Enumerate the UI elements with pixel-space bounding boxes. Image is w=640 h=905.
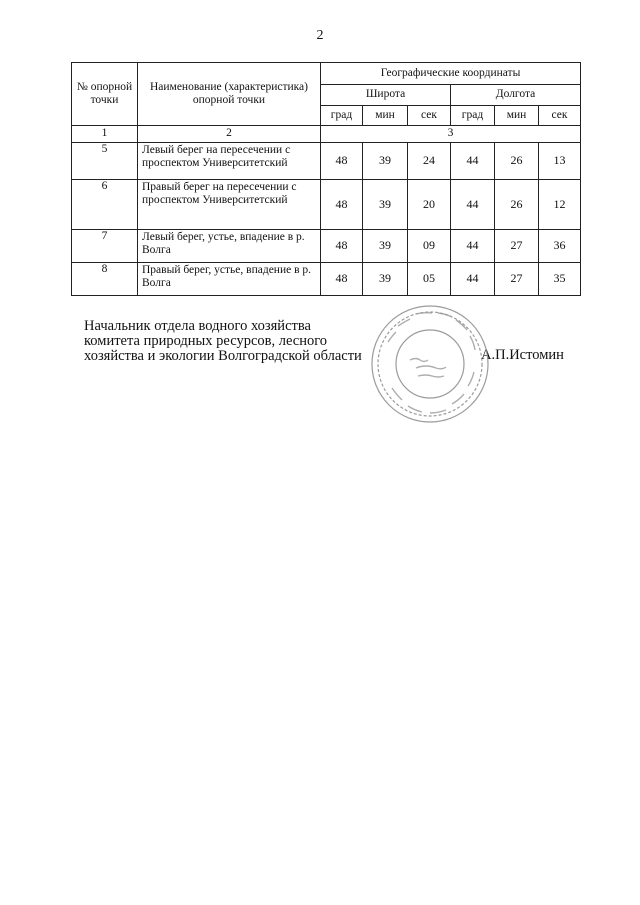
lat-min: 39	[363, 230, 408, 263]
signer-position-line: хозяйства и экологии Волгоградской области	[84, 348, 362, 365]
header-unit: мин	[495, 106, 539, 126]
table-row	[72, 180, 581, 230]
lon-sec: 36	[539, 230, 581, 263]
signer-position-line: комитета природных ресурсов, лесного	[84, 333, 328, 350]
page-number: 2	[316, 28, 324, 43]
table-row	[72, 230, 581, 263]
lat-sec: 20	[408, 180, 451, 230]
lon-min: 27	[495, 263, 539, 296]
column-number: 2	[138, 126, 321, 143]
header-unit: град	[321, 106, 363, 126]
header-point-number: № опорной точки	[72, 63, 138, 126]
signer-position-line: Начальник отдела водного хозяйства	[84, 318, 311, 334]
lon-min: 26	[495, 143, 539, 180]
coordinates-table	[71, 62, 581, 296]
lat-deg: 48	[321, 263, 363, 296]
header-point-name: Наименование (характеристика) опорной точки	[138, 63, 321, 126]
column-number: 3	[321, 126, 581, 143]
signer-name: А.П.Истомин	[481, 347, 564, 363]
lat-min: 39	[363, 180, 408, 230]
lon-deg: 44	[451, 143, 495, 180]
point-name: Левый берег, устье, впадение в р. Волга	[138, 230, 321, 263]
lat-min: 39	[363, 263, 408, 296]
lat-deg: 48	[321, 180, 363, 230]
header-latitude: Широта	[321, 85, 451, 106]
header-unit: град	[451, 106, 495, 126]
lon-deg: 44	[451, 263, 495, 296]
lon-deg: 44	[451, 180, 495, 230]
point-number: 8	[72, 263, 138, 296]
lon-deg: 44	[451, 230, 495, 263]
lon-min: 26	[495, 180, 539, 230]
official-seal-stamp	[368, 302, 492, 426]
lon-sec: 35	[539, 263, 581, 296]
table-row	[72, 263, 581, 296]
point-name: Левый берег на пересечении с проспектом Университетский	[138, 143, 321, 180]
lat-deg: 48	[321, 143, 363, 180]
point-number: 5	[72, 143, 138, 180]
header-unit: мин	[363, 106, 408, 126]
point-name: Правый берег на пересечении с проспектом Университетский	[138, 180, 321, 230]
lon-sec: 13	[539, 143, 581, 180]
header-geo-coordinates: Географические координаты	[321, 63, 581, 85]
column-number: 1	[72, 126, 138, 143]
lon-sec: 12	[539, 180, 581, 230]
signature-block	[84, 319, 362, 365]
lat-sec: 05	[408, 263, 451, 296]
header-unit: сек	[539, 106, 581, 126]
lon-min: 27	[495, 230, 539, 263]
lat-sec: 09	[408, 230, 451, 263]
table-row	[72, 143, 581, 180]
point-number: 6	[72, 180, 138, 230]
header-unit: сек	[408, 106, 451, 126]
lat-min: 39	[363, 143, 408, 180]
point-name: Правый берег, устье, впадение в р. Волга	[138, 263, 321, 296]
lat-sec: 24	[408, 143, 451, 180]
header-longitude: Долгота	[451, 85, 581, 106]
point-number: 7	[72, 230, 138, 263]
lat-deg: 48	[321, 230, 363, 263]
